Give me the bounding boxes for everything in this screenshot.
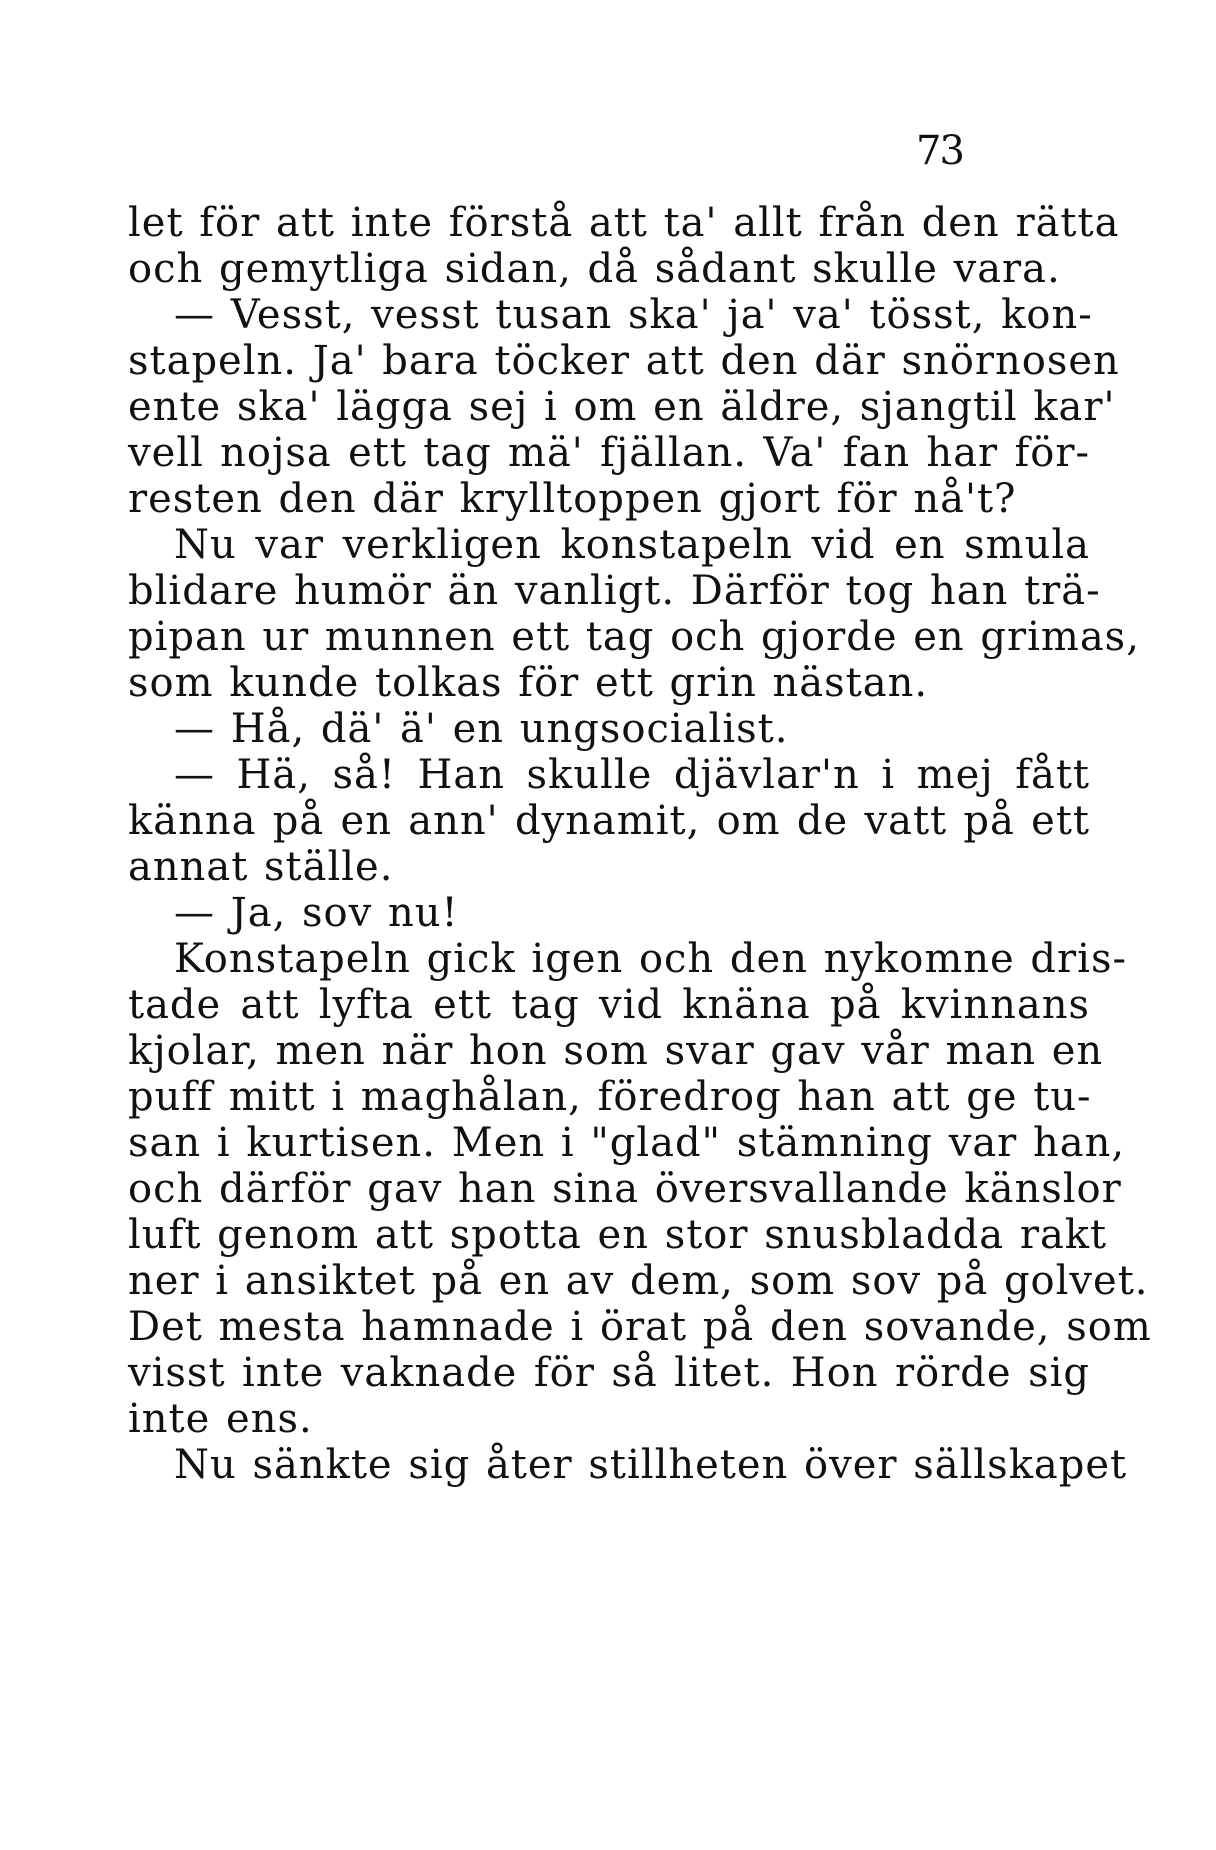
text-line: ner i ansiktet på en av dem, som sov på golvet.	[128, 1258, 1149, 1304]
text-line: let för att inte förstå att ta' allt från den rätta	[128, 200, 1120, 246]
text-line: — Ja, sov nu!	[174, 890, 459, 936]
text-line: Nu sänkte sig åter stillheten över sällskapet	[174, 1442, 1128, 1488]
text-line: och gemytliga sidan, då sådant skulle vara.	[128, 246, 1061, 292]
text-line: — Vesst, vesst tusan ska' ja' va' tösst, kon-	[174, 292, 1093, 338]
text-line: Det mesta hamnade i örat på den sovande, som	[128, 1304, 1152, 1350]
text-line: Konstapeln gick igen och den nykomne dris-	[174, 936, 1127, 982]
text-line: tade att lyfta ett tag vid knäna på kvinnans	[128, 982, 1090, 1028]
text-line: känna på en ann' dynamit, om de vatt på ett	[128, 798, 1090, 844]
text-line: som kunde tolkas för ett grin nästan.	[128, 660, 929, 706]
text-line: Nu var verkligen konstapeln vid en smula	[174, 522, 1090, 568]
text-line: ente ska' lägga sej i om en äldre, sjangtil kar'	[128, 384, 1116, 430]
text-line: resten den där krylltoppen gjort för nå't?	[128, 476, 1017, 522]
text-line: — Hä, så! Han skulle djävlar'n i mej fått	[174, 752, 1090, 798]
text-line: stapeln. Ja' bara töcker att den där snörnosen	[128, 338, 1120, 384]
text-line: visst inte vaknade för så litet. Hon rörde sig	[128, 1350, 1090, 1396]
text-line: blidare humör än vanligt. Därför tog han trä-	[128, 568, 1101, 614]
text-line: kjolar, men när hon som svar gav vår man en	[128, 1028, 1104, 1074]
text-line: luft genom att spotta en stor snusbladda rakt	[128, 1212, 1108, 1258]
text-line: pipan ur munnen ett tag och gjorde en grimas,	[128, 614, 1140, 660]
text-line: vell nojsa ett tag mä' fjällan. Va' fan har för-	[128, 430, 1090, 476]
text-line: annat ställe.	[128, 844, 394, 890]
text-line: inte ens.	[128, 1396, 313, 1442]
text-line: puff mitt i maghålan, föredrog han att ge tu-	[128, 1074, 1092, 1120]
text-line: — Hå, dä' ä' en ungsocialist.	[174, 706, 789, 752]
text-line: och därför gav han sina översvallande känslor	[128, 1166, 1122, 1212]
text-line: san i kurtisen. Men i "glad" stämning var han,	[128, 1120, 1126, 1166]
page-number: 73	[916, 128, 963, 174]
